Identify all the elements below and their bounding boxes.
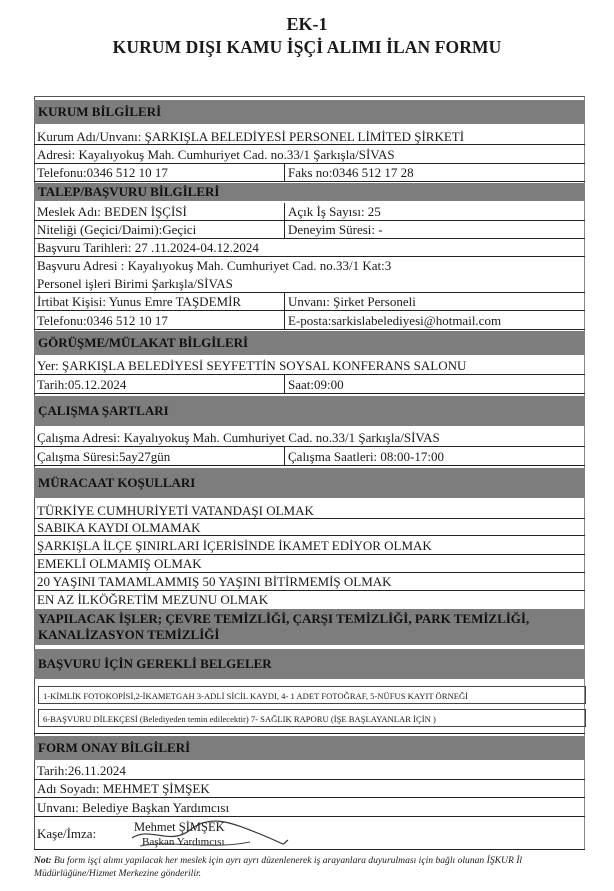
calisma-sure: Çalışma Süresi:5ay27gün [37, 449, 171, 464]
gorusme-yer: Yer: ŞARKIŞLA BELEDİYESİ SEYFETTİN SOYSAL KONFERANS SALONU [37, 358, 467, 373]
kurum-adres-row [34, 146, 585, 164]
calisma-sure-row [34, 447, 585, 466]
onay-tarih-row [34, 762, 585, 780]
muracaat-item: SABIKA KAYDI OLMAMAK [34, 519, 585, 536]
talep-eposta: E-posta:sarkislabelediyesi@hotmail.com [284, 311, 501, 329]
calisma-saatler: Çalışma Saatleri: 08:00-17:00 [284, 447, 444, 465]
muracaat-item: ŞARKIŞLA İLÇE ŞINIRLARI İÇERİSİNDE İKAMET EDİYOR OLMAK [34, 536, 585, 555]
talep-irtibat: İrtibat Kişisi: Yunus Emre TAŞDEMİR [37, 294, 242, 309]
muracaat-item: TÜRKİYE CUMHURİYETİ VATANDAŞI OLMAK [34, 502, 585, 519]
form-code: EK-1 [286, 14, 328, 34]
section-gorusme-heading: GÖRÜŞME/MÜLAKAT BİLGİLERİ [34, 331, 585, 355]
stamp-name: Mehmet ŞİMŞEK [134, 820, 225, 834]
gorusme-saat: Saat:09:00 [284, 375, 344, 393]
yapilacak-isler [34, 609, 585, 645]
talep-tarihler: Başvuru Tarihleri: 27 .11.2024-04.12.2024 [37, 240, 259, 255]
onay-kase-row [34, 817, 585, 850]
kurum-telefon-row [34, 164, 585, 182]
kurum-ad-row [34, 128, 585, 145]
talep-telefon-row [34, 311, 585, 330]
talep-deneyim: Deneyim Süresi: - [284, 221, 383, 238]
kurum-faks: Faks no:0346 512 17 28 [284, 164, 414, 181]
talep-nitelik: Niteliği (Geçici/Daimi):Geçici [37, 222, 197, 237]
muracaat-item: EN AZ İLKÖĞRETİM MEZUNU OLMAK [37, 592, 269, 607]
signature-stamp [130, 816, 290, 856]
footer-note [34, 854, 594, 880]
gorusme-yer-row [34, 357, 585, 375]
section-kurum-heading: KURUM BİLGİLERİ [34, 100, 585, 124]
muracaat-item: EMEKLİ OLMAMIŞ OLMAK [34, 555, 585, 573]
section-talep-heading: TALEP/BAŞVURU BİLGİLERİ [34, 183, 585, 201]
belgeler-line2: 6-BAŞVURU DİLEKÇESİ (Belediyeden temin edilecektir) 7- SAĞLIK RAPORU (İŞE BAŞLAYANLAR İÇİN ) [38, 709, 586, 727]
talep-unvan: Unvanı: Şirket Personeli [284, 293, 416, 310]
talep-irtibat-row [34, 293, 585, 311]
talep-meslek-row [34, 203, 585, 221]
table-top-border [34, 96, 585, 97]
kurum-adres: Adresi: Kayalıyokuş Mah. Cumhuriyet Cad. no.33/1 Şarkışla/SİVAS [37, 147, 395, 162]
form-title: KURUM DIŞI KAMU İŞÇİ ALIMI İLAN FORMU [112, 37, 502, 57]
section-onay-heading: FORM ONAY BİLGİLERİ [34, 736, 585, 760]
gorusme-tarih: Tarih:05.12.2024 [37, 377, 127, 392]
stamp-title: Başkan Yardımcısı [142, 836, 225, 848]
yapilacak-line2: KANALİZASYON TEMİZLİĞİ [38, 627, 220, 642]
talep-meslek: Meslek Adı: BEDEN İŞÇİSİ [37, 204, 187, 219]
onay-unvan-row [34, 798, 585, 817]
talep-adres-line2: Personel işleri Birimi Şarkışla/SİVAS [37, 276, 233, 291]
onay-adsoyad: Adı Soyadı: MEHMET ŞİMŞEK [37, 781, 210, 796]
yapilacak-line1: YAPILACAK İŞLER; ÇEVRE TEMİZLİĞİ, ÇARŞI TEMİZLİĞİ, PARK TEMİZLİĞİ, [38, 611, 530, 626]
kurum-ad: Kurum Adı/Unvanı: ŞARKIŞLA BELEDİYESİ PERSONEL LİMİTED ŞİRKETİ [37, 129, 465, 144]
section-muracaat-heading: MÜRACAAT KOŞULLARI [34, 468, 585, 498]
onay-kase-label: Kaşe/İmza: [37, 826, 97, 841]
calisma-adres-row [34, 428, 585, 447]
section-calisma-heading: ÇALIŞMA ŞARTLARI [34, 396, 585, 426]
onay-tarih: Tarih:26.11.2024 [37, 763, 126, 778]
onay-adsoyad-row [34, 780, 585, 798]
gorusme-tarih-row [34, 375, 585, 394]
section-belgeler-heading: BAŞVURU İÇİN GEREKLİ BELGELER [34, 649, 585, 679]
calisma-adres: Çalışma Adresi: Kayalıyokuş Mah. Cumhuriyet Cad. no.33/1 Şarkışla/SİVAS [37, 430, 440, 445]
belgeler-line1: 1-KİMLİK FOTOKOPİSİ,2-İKAMETGAH 3-ADLİ SİCİL KAYDI, 4- 1 ADET FOTOĞRAF, 5-NÜFUS KAYIT ÖRNEĞİ [38, 686, 586, 704]
onay-unvan: Unvanı: Belediye Başkan Yardımcısı [37, 800, 230, 815]
talep-tarihler-row [34, 239, 585, 257]
talep-acik-is: Açık İş Sayısı: 25 [284, 203, 381, 220]
muracaat-item: 20 YAŞINI TAMAMLAMMIŞ 50 YAŞINI BİTİRMEMİŞ OLMAK [34, 573, 585, 591]
talep-adres-row [34, 257, 585, 293]
talep-telefon: Telefonu:0346 512 10 17 [37, 313, 168, 328]
kurum-telefon: Telefonu:0346 512 10 17 [37, 165, 168, 180]
talep-nitelik-row [34, 221, 585, 239]
talep-adres-line1: Başvuru Adresi : Kayalıyokuş Mah. Cumhuriyet Cad. no.33/1 Kat:3 [37, 258, 392, 273]
note-text: Bu form işçi alımı yapılacak her meslek için ayrı ayrı düzenlenerek iş arayanlara duyurulması için bağlı olunan İŞKUR İl Müdürlüğüne/Hizmet Merkezine gönderilir. [34, 855, 523, 879]
note-label: Not: [34, 855, 52, 866]
